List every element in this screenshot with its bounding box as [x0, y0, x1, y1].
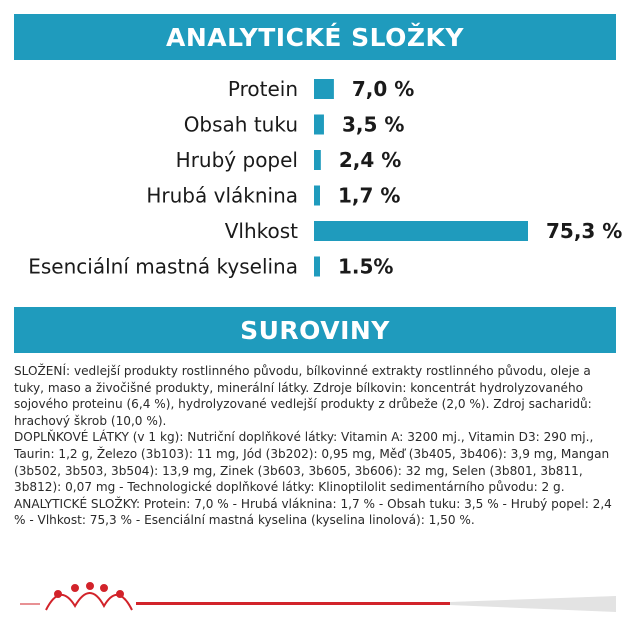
bar-value-label: 75,3 % — [546, 219, 623, 243]
ingredients-additives: DOPLŇKOVÉ LÁTKY (v 1 kg): Nutriční doplňkové látky: Vitamin A: 3200 mj., Vitamin D3: 290 mj., Taurin: 1,2 g, Železo (3b103): 11 mg, Jód (3b202): 0,95 mg, Měď (3b405, 3b406): 3,9 mg, Mangan (3b502, 3b503, 3b504): 13,9 mg, Zinek (3b603, 3b605, 3b606): 32 mg, Selen (3b801, 3b811, 3b812): 0,07 mg - Technologické doplňkové látky: Klinoptilolit sedimentárního původu: 2 g. — [14, 430, 610, 495]
analytic-banner — [14, 14, 616, 60]
bar-label: Vlhkost — [224, 219, 298, 243]
ingredients-composition: SLOŽENÍ: vedlejší produkty rostlinného původu, bílkovinné extrakty rostlinného původu, oleje a tuky, maso a živočišné produkty, minerální látky. Zdroje bílkovin: koncentrát hydrolyzovaného sojového proteinu (6,4 %), hydrolyzované vedlejší produkty z drůbeže (2,0 %). Zdroj sacharidů: hrachový škrob (10,0 %). — [14, 364, 592, 428]
bar-value-label: 2,4 % — [338, 148, 402, 172]
bar-value-label: 3,5 % — [341, 112, 405, 137]
bar — [314, 115, 324, 135]
bar — [314, 150, 321, 170]
bar — [314, 79, 334, 99]
bar-label: Obsah tuku — [183, 112, 298, 137]
footer-red-line — [136, 602, 454, 605]
bar-value-label: 1.5% — [338, 254, 394, 279]
bar-label: Protein — [227, 77, 298, 101]
analytic-title: ANALYTICKÉ SLOŽKY — [165, 22, 464, 52]
bar — [314, 186, 320, 206]
bar — [314, 221, 528, 241]
royal-canin-crown-logo-icon — [46, 583, 132, 610]
footer-gray-wedge — [450, 596, 616, 612]
ingredients-analytic: ANALYTICKÉ SLOŽKY: Protein: 7,0 % - Hrubá vláknina: 1,7 % - Obsah tuku: 3,5 % - Hrubý popel: 2,4 % - Vlhkost: 75,3 % - Esenciální mastná kyselina (kyselina linolová): 1,50 %. — [14, 496, 612, 528]
bar-label: Esenciální mastná kyselina — [28, 254, 298, 279]
footer-band — [0, 576, 630, 616]
bar-label: Hrubá vláknina — [146, 183, 298, 208]
ingredients-text — [14, 363, 618, 529]
bar — [314, 257, 320, 277]
bar-value-label: 1,7 % — [338, 183, 401, 208]
bar-label: Hrubý popel — [175, 148, 298, 172]
analytic-bar-chart — [0, 60, 630, 292]
suroviny-title: SUROVINY — [240, 315, 390, 345]
suroviny-banner — [14, 307, 616, 353]
bar-value-label: 7,0 % — [351, 77, 415, 101]
